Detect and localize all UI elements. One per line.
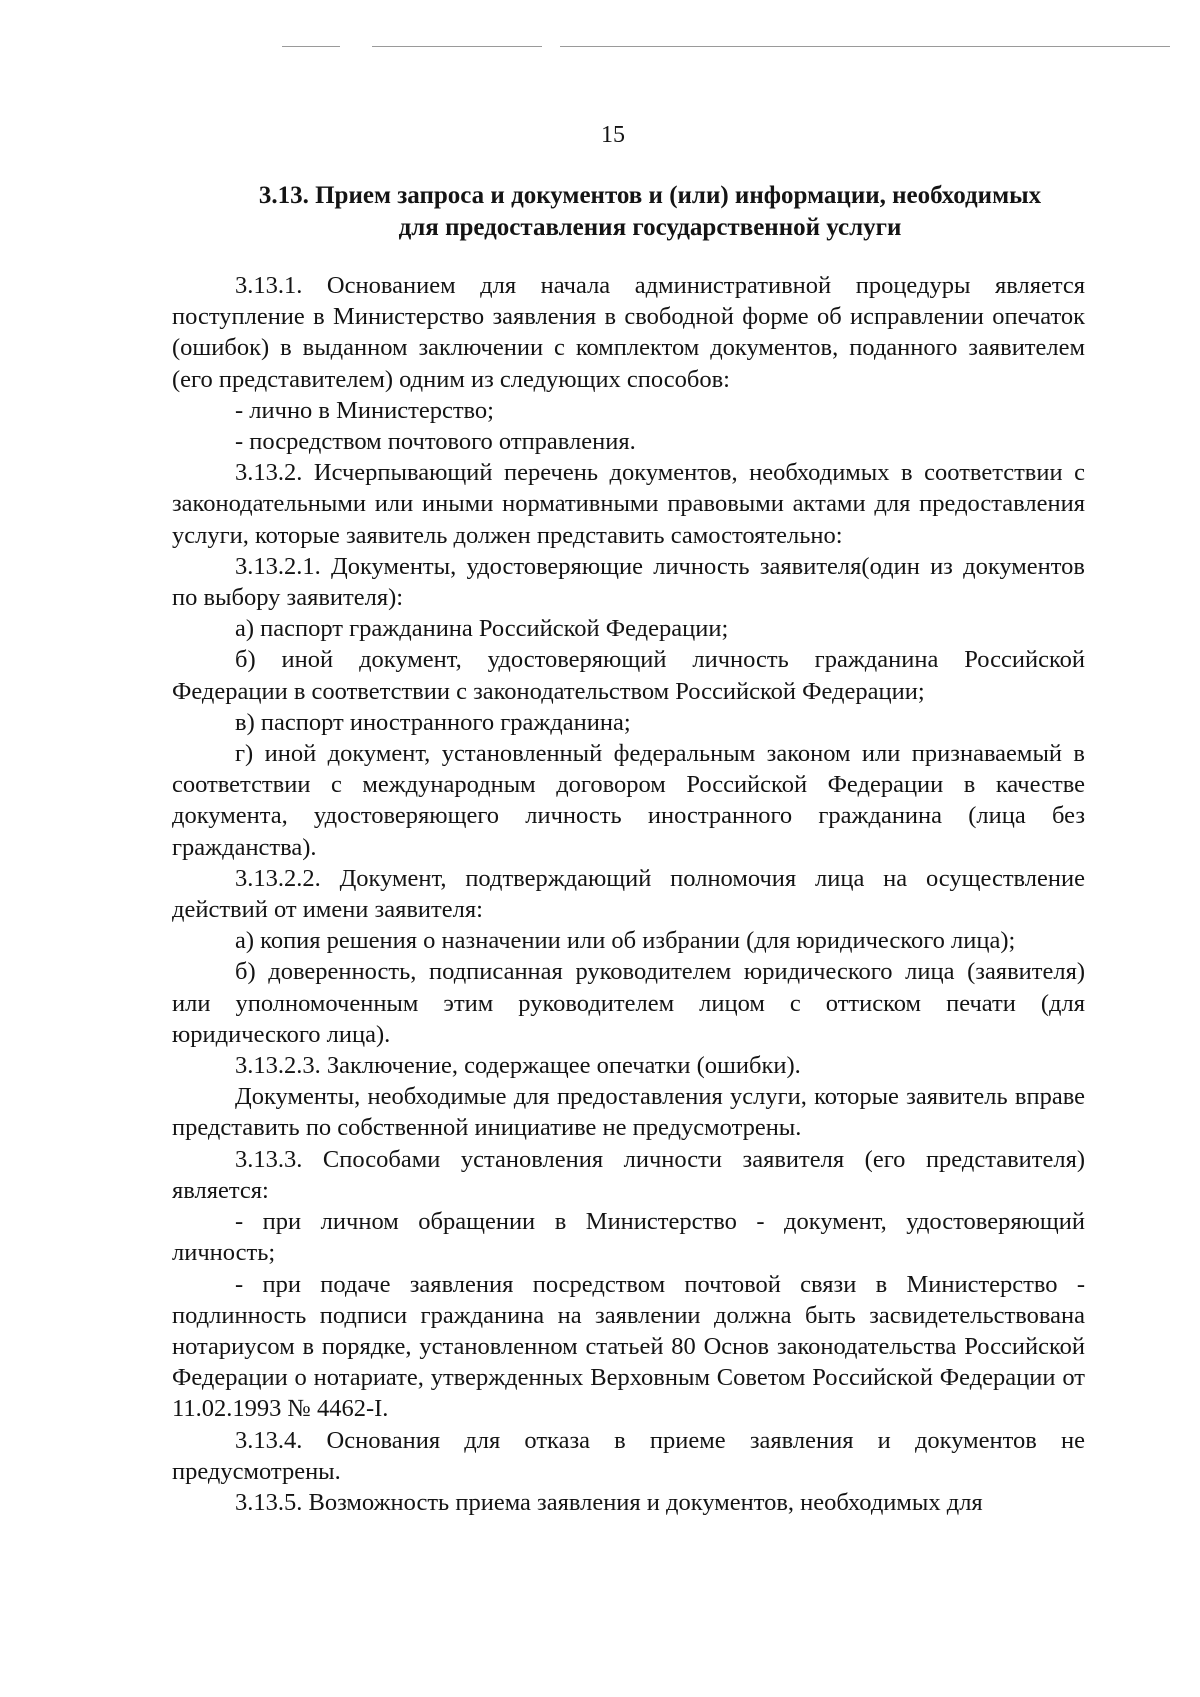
section-heading xyxy=(200,180,1100,244)
page-number: 15 xyxy=(601,122,625,148)
list-item-a-decision-copy: а) копия решения о назначении или об избрании (для юридического лица); xyxy=(235,927,1016,955)
paragraph-3-13-2-3: 3.13.2.3. Заключение, содержащее опечатки (ошибки). xyxy=(235,1052,801,1080)
paragraph-optional-documents: Документы, необходимые для предоставления услуги, которые заявитель вправе представить по собственной инициативе не предусмотрены. xyxy=(172,1083,1085,1142)
paragraph-3-13-1: 3.13.1. Основанием для начала административной процедуры является поступление в Министерство заявления в свободной форме об исправлении опечаток (ошибок) в выданном заключении с комплектом документов, поданного заявителем (его представителем) одним из следующих способов: xyxy=(172,272,1085,393)
list-item-by-post: - посредством почтового отправления. xyxy=(235,428,636,456)
document-body xyxy=(172,270,1085,1518)
scan-edge-line-right xyxy=(560,46,1170,47)
list-item-b-power-of-attorney: б) доверенность, подписанная руководителем юридического лица (заявителя) или уполномоченным этим руководителем лицом с оттиском печати (для юридического лица). xyxy=(172,958,1085,1048)
heading-line-1: 3.13. Прием запроса и документов и (или) информации, необходимых xyxy=(258,182,1042,209)
list-item-postal-submission: - при подаче заявления посредством почтовой связи в Министерство - подлинность подписи гражданина на заявлении должна быть засвидетельствована нотариусом в порядке, установленном статьей 80 Основ законодательства Российской Федерации о нотариате, утвержденных Верховным Советом Российской Федерации от 11.02.1993 № 4462-I. xyxy=(172,1270,1085,1423)
list-item-personal-visit: - при личном обращении в Министерство - документ, удостоверяющий личность; xyxy=(172,1208,1085,1267)
list-item-in-person: - лично в Министерство; xyxy=(235,396,494,424)
paragraph-3-13-4: 3.13.4. Основания для отказа в приеме заявления и документов не предусмотрены. xyxy=(172,1426,1085,1485)
list-item-v-foreign-passport: в) паспорт иностранного гражданина; xyxy=(235,708,631,736)
heading-line-2: для предоставления государственной услуги xyxy=(398,214,902,241)
list-item-a-passport: а) паспорт гражданина Российской Федерации; xyxy=(235,615,729,643)
paragraph-3-13-2: 3.13.2. Исчерпывающий перечень документов, необходимых в соответствии с законодательными или иными нормативными правовыми актами для предоставления услуги, которые заявитель должен представить самостоятельно: xyxy=(172,459,1085,549)
scan-edge-line-mid xyxy=(372,46,542,47)
paragraph-3-13-2-1: 3.13.2.1. Документы, удостоверяющие личность заявителя(один из документов по выбору заявителя): xyxy=(172,552,1085,612)
paragraph-3-13-3: 3.13.3. Способами установления личности заявителя (его представителя) является: xyxy=(172,1145,1085,1204)
list-item-b-other-document: б) иной документ, удостоверяющий личность гражданина Российской Федерации в соответствии с законодательством Российской Федерации; xyxy=(172,646,1085,705)
scan-edge-line-left xyxy=(282,46,340,47)
paragraph-3-13-5: 3.13.5. Возможность приема заявления и документов, необходимых для xyxy=(235,1488,983,1516)
paragraph-3-13-2-2: 3.13.2.2. Документ, подтверждающий полномочия лица на осуществление действий от имени заявителя: xyxy=(172,864,1085,924)
list-item-g-federal-document: г) иной документ, установленный федеральным законом или признаваемый в соответствии с международным договором Российской Федерации в качестве документа, удостоверяющего личность иностранного гражданина (лица без гражданства). xyxy=(172,740,1085,861)
